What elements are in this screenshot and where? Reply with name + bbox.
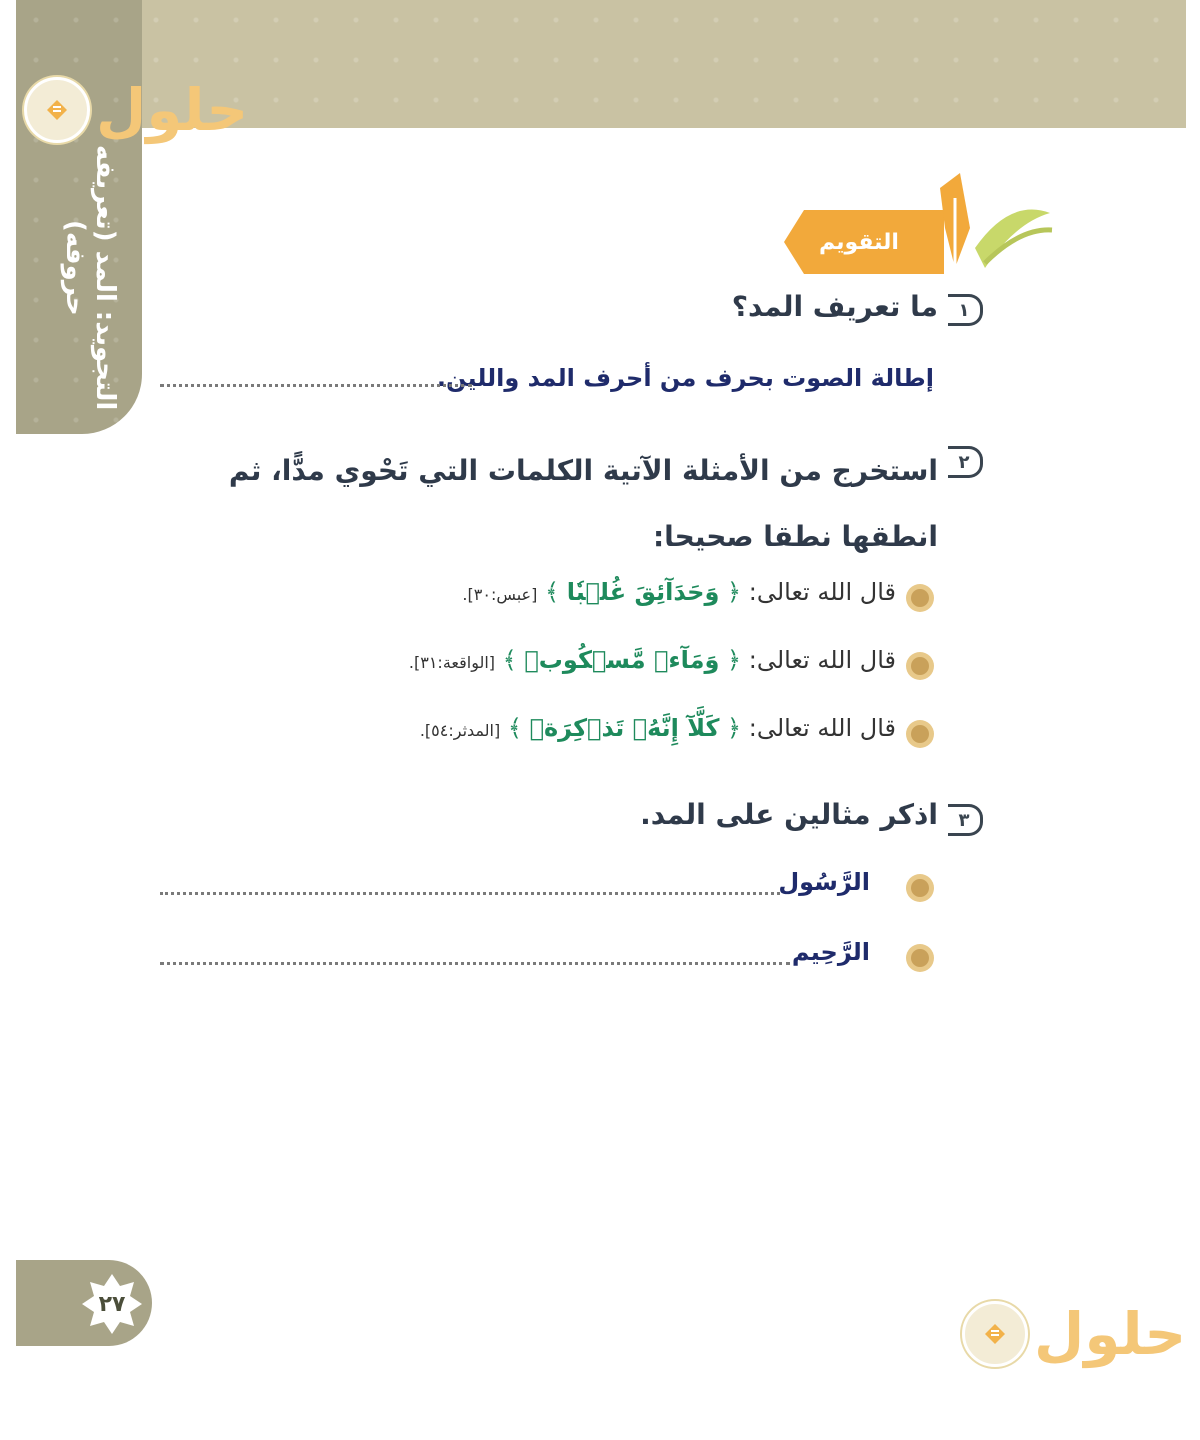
example-item (420, 714, 896, 742)
example-prefix: قال الله تعالى: (748, 714, 896, 742)
verse-ornament-icon: ﴾ (544, 578, 560, 606)
example-prefix: قال الله تعالى: (748, 646, 896, 674)
verse-text: وَمَآءٖ مَّسۡكُوبٖ (524, 646, 720, 674)
verse-reference: [المدثر:٥٤]. (419, 721, 501, 740)
pen-icon (930, 168, 1058, 278)
question-1-answer: إطالة الصوت بحرف من أحرف المد واللين. (436, 364, 934, 392)
verse-ornament-icon: ﴾ (502, 646, 517, 674)
bottom-logo (962, 1300, 1186, 1368)
top-logo (24, 76, 248, 144)
verse-text: وَحَدَآئِقَ غُلۡبٗا (566, 578, 720, 606)
example-item (409, 646, 896, 674)
logo-text: حلول (96, 76, 249, 144)
verse-ornament-icon: ﴿ (727, 646, 742, 674)
question-2-text: استخرج من الأمثلة الآتية الكلمات التي تَحْوي مدًّا، ثم انطقها نطقا صحيحا: (228, 454, 938, 553)
logo-text: حلول (1034, 1300, 1187, 1368)
answer-line (160, 962, 790, 965)
flower-bullet-icon (904, 872, 936, 904)
flower-bullet-icon (904, 942, 936, 974)
verse-reference: [الواقعة:٣١]. (408, 653, 496, 672)
chapter-title: التجويد: المد (تعريفه - حروفه) (60, 125, 120, 411)
verse-ornament-icon: ﴾ (507, 714, 522, 742)
question-3-number: ٣ (948, 804, 983, 836)
flower-bullet-icon (904, 650, 936, 682)
example-item (462, 578, 896, 606)
answer-line (160, 384, 472, 387)
example-answer: الرَّسُول (778, 868, 870, 896)
verse-text: كَلَّآ إِنَّهُۥ تَذۡكِرَةٞ (529, 714, 720, 742)
question-1-text: ما تعريف المد؟ (731, 290, 938, 323)
answer-line (160, 892, 780, 895)
section-title: التقويم (819, 229, 899, 255)
verse-ornament-icon: ﴿ (727, 714, 742, 742)
verse-reference: [عبس:٣٠]. (462, 585, 538, 604)
question-2-number: ٢ (948, 446, 983, 478)
section-banner (784, 210, 954, 274)
question-1-number: ١ (948, 294, 983, 326)
flower-bullet-icon (904, 718, 936, 750)
page-number: ٢٧ (98, 1291, 126, 1317)
question-3-text: اذكر مثالين على المد. (640, 798, 938, 831)
logo-book-icon (24, 77, 90, 143)
flower-bullet-icon (904, 582, 936, 614)
logo-book-icon (962, 1301, 1028, 1367)
verse-ornament-icon: ﴿ (727, 578, 742, 606)
example-prefix: قال الله تعالى: (748, 578, 896, 606)
example-answer: الرَّحِيم (791, 938, 870, 966)
